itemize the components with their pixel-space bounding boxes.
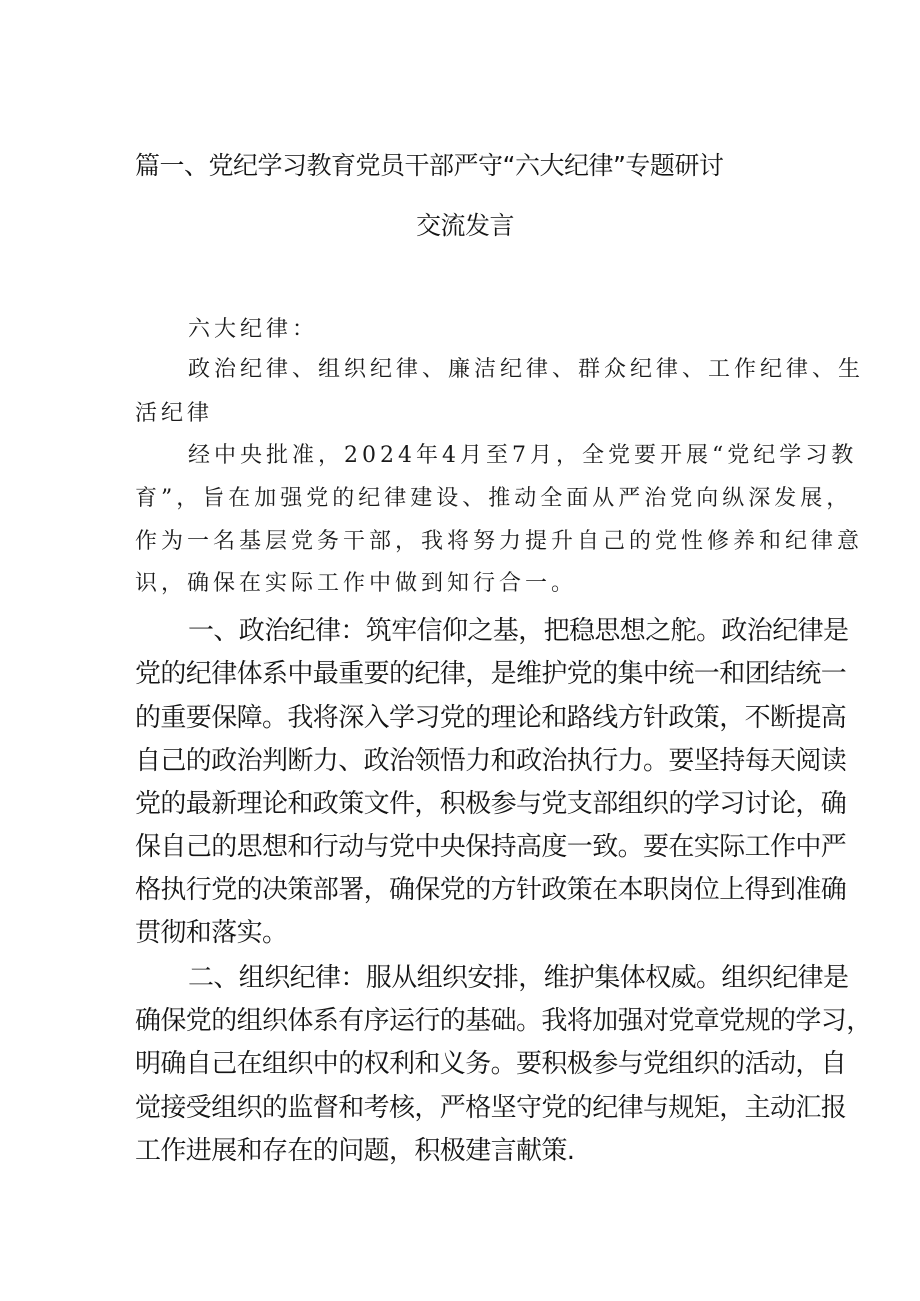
section-2-line-2: 确保党的组织体系有序运行的基础。我将加强对党章党规的学习， — [135, 1006, 872, 1036]
section-2-line-5: 工作进展和存在的问题，积极建言献策. — [135, 1136, 575, 1166]
section-1-line-8: 贯彻和落实。 — [135, 918, 288, 948]
section-1-line-3: 的重要保障。我将深入学习党的理论和路线方针政策，不断提高 — [135, 703, 847, 733]
section-1-line-7: 格执行党的决策部署，确保党的方针政策在本职岗位上得到准确 — [135, 875, 847, 905]
intro-heading: 六大纪律： — [188, 317, 319, 342]
section-1-line-6: 保自己的思想和行动与党中央保持高度一致。要在实际工作中严 — [135, 832, 847, 862]
section-1-line-1: 一、政治纪律：筑牢信仰之基，把稳思想之舵。政治纪律是 — [188, 616, 849, 646]
intro-paragraph-line-1: 经中央批准，2024年4月至7月，全党要开展“党纪学习教 — [188, 443, 858, 468]
document-title-line-1: 篇一、党纪学习教育党员干部严守“六大纪律”专题研讨 — [135, 151, 724, 180]
intro-paragraph-line-3: 作为一名基层党务干部，我将努力提升自己的党性修养和纪律意 — [135, 529, 864, 554]
intro-paragraph-line-4: 识，确保在实际工作中做到知行合一。 — [135, 571, 578, 596]
section-1-line-4: 自己的政治判断力、政治领悟力和政治执行力。要坚持每天阅读 — [135, 746, 847, 776]
section-2-line-3: 明确自己在组织中的权利和义务。要积极参与党组织的活动，自 — [135, 1049, 847, 1079]
disciplines-line-1: 政治纪律、组织纪律、廉洁纪律、群众纪律、工作纪律、生 — [188, 357, 865, 382]
disciplines-line-2: 活纪律 — [135, 401, 214, 426]
intro-paragraph-line-2: 育”，旨在加强党的纪律建设、推动全面从严治党向纵深发展， — [135, 486, 853, 511]
section-1-line-2: 党的纪律体系中最重要的纪律，是维护党的集中统一和团结统一 — [135, 659, 847, 689]
section-1-line-5: 党的最新理论和政策文件，积极参与党支部组织的学习讨论，确 — [135, 789, 847, 819]
section-2-line-4: 觉接受组织的监督和考核，严格坚守党的纪律与规矩，主动汇报 — [135, 1093, 847, 1123]
section-2-line-1: 二、组织纪律：服从组织安排，维护集体权威。组织纪律是 — [188, 963, 849, 993]
document-title-line-2: 交流发言 — [416, 211, 515, 240]
